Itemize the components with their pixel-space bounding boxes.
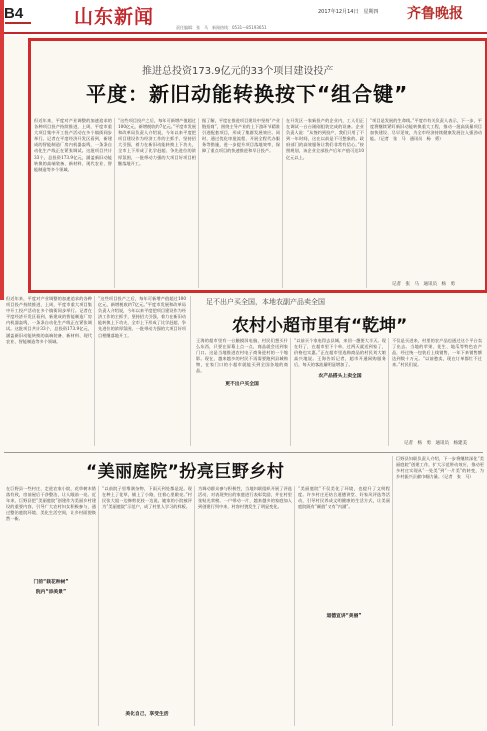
story1-headline: 平度：新旧动能转换按下“组合键” <box>86 82 409 106</box>
story3-subhead-4: 道德宣讲“美丽” <box>326 614 362 619</box>
story2-subhead-1: 更不出户买全国 <box>225 382 259 387</box>
story2-subhead-2: 农产品搭头上卖全国 <box>318 374 362 379</box>
story1-column-1: 但近年来，平度对产业调整的加速追求的各种项目投产持续推进，上周，平度市重大项目集中开工投产活动在多个镇街同步举行。记者在平度经济开发区看到，新建成的智能制造厂房内机器轰鸣，一条条自动化生产线正在紧张调试。这批项目共计33个，总投资173.9亿元，涵盖新旧动能转换的高端装备、新材料、现代农业、智能制造等多个领域。 <box>34 118 112 172</box>
story3-subhead-2: 院内“添美景” <box>35 590 67 595</box>
column-divider <box>98 486 99 726</box>
column-divider <box>290 338 291 446</box>
story2-column-1: 王海的超市里有一台触摸屏电脑，村民们想买什么东西，只要在屏幕上点一点，商品就会送到家门口。这是当地推进农村电子商务进村的一个缩影。现在，越来越多的村民不再需要跑到县城购物，在家门口的小超市就能买到全国各地的商品。 <box>196 338 288 374</box>
story3-column-3: 为调动群众参与积极性，当地妇联组织开展了评选活动，对表现突出的家庭进行表彰奖励，并在村里张贴光荣榜。一户带动一片，越来越多的家庭加入到创建行列中来，村容村貌发生了明显变化。 <box>198 486 292 510</box>
story2-column-2: “以前买个家电得去县城，来回一趟要大半天。现在好了，在超市里下个单，过两天就送到家了，价格也实惠。”正在超市里选购商品的村民刘大娘高兴地说。王海告诉记者，超市开通网购服务后，每天的客流量明显增加了。 <box>294 338 386 368</box>
story2-column-3: 不仅是买进来，村里的农产品也通过这个平台卖了出去。当地的苹果、花生、地瓜等特色农产品，经过统一包装后上线销售，一年下来销售额达到数十万元。“以前愁卖，现在订单都忙不过来。”村民们说。 <box>392 338 482 368</box>
story1-deck: 推进总投资173.9亿元的33个项目建设投产 <box>142 66 334 77</box>
left-margin-bar <box>0 0 4 300</box>
story2-headline: 农村小超市里有“乾坤” <box>232 316 408 336</box>
story1-byline: 记者 张 马 通讯员 杨 勇 <box>392 282 455 287</box>
column-divider <box>198 118 199 288</box>
column-divider <box>194 486 195 726</box>
story1-column-5: “项目是发展的生命线。”平度市有关负责人表示，下一步，平度将继续紧盯新旧动能转换重大工程，推动一批高质量项目加快建设、尽早见效，为全市经济持续健康发展注入强劲动能。（记者 张 马 通讯员 杨 勇） <box>370 118 482 142</box>
paper-logo: 齐鲁晚报 <box>407 6 463 22</box>
column-divider <box>190 296 191 446</box>
story3-column-1: 在巨野县一些村庄，走进农家小院，花草树木错落有致，房前屋后干净整洁，让人眼前一亮。近年来，巨野县把“美丽庭院”创建作为美丽乡村建设的重要内容，引导广大农村妇女积极参与，通过整治庭院环境、美化生活空间，让乡村面貌焕然一新。 <box>6 486 96 522</box>
column-divider <box>282 118 283 288</box>
column-divider <box>392 456 393 726</box>
page-number: B4 <box>4 5 24 22</box>
story1-column-3: 据了解，平度在推进项目建设中坚持“产业链招商”，围绕主导产业的上下游环节精准引进配套项目，形成了集群发展效应。同时，通过优化审批流程、开展全程代办服务等措施，进一步提升项目落地效率，保障了重点项目的快速推进和早日投产。 <box>202 118 280 154</box>
column-divider <box>114 118 115 288</box>
column-divider <box>388 338 389 446</box>
story1-continued-column-2: “这些项目投产之后，每年可新增产值超过100亿元，新增税收约7亿元。”平度市发展和改革局负责人介绍说，今年以来平度把项目建设作为经济工作的主抓手，坚持招大引强，着力在新旧动能转换上下功夫，全市上下形成了比学赶超、争先进位的浓厚氛围，一批带动力强的大项目好项目相继落地开工。 <box>98 296 186 338</box>
story1-column-2: “这些项目投产之后，每年可新增产值超过100亿元，新增税收约7亿元。”平度市发展和改革局负责人介绍说，今年以来平度把项目建设作为经济工作的主抓手，坚持招大引强，着力在新旧动能转换上下功夫，全市上下形成了比学赶超、争先进位的浓厚氛围，一批带动力强的大项目好项目相继落地开工。 <box>118 118 196 166</box>
story3-column-5: 巨野县妇联负责人介绍，下一步将继续深化“美丽庭院”创建工作，扩大示范带动效应，推动更多村庄实现从“一处美”到“一片美”的转变，为乡村振兴贡献巾帼力量。（记者 张 马） <box>396 456 484 480</box>
story2-deck: 足不出户买全国，本地农副产品卖全国 <box>206 298 325 306</box>
column-divider <box>366 118 367 288</box>
header-rule <box>0 32 487 34</box>
header-subline: 责任编辑：张 马 新闻热线：0531—85193651 <box>176 25 267 30</box>
story1-continued-column: 但近年来，平度对产业调整的加速追求的各种项目投产持续推进，上周，平度市重大项目集中开工投产活动在多个镇街同步举行。记者在平度经济开发区看到，新建成的智能制造厂房内机器轰鸣，一条条自动化生产线正在紧张调试。这批项目共计33个，总投资173.9亿元，涵盖新旧动能转换的高端装备、新材料、现代农业、智能制造等多个领域。 <box>6 296 92 344</box>
story3-subhead-1: 门前“栽花种树” <box>33 580 69 585</box>
page-header <box>0 0 487 36</box>
story-divider <box>4 452 483 453</box>
column-divider <box>294 486 295 726</box>
issue-date: 2017年12月14日 星期四 <box>318 9 379 15</box>
page-number-rule <box>5 22 31 24</box>
story2-byline: 记者 杨 勇 通讯员 杨建美 <box>404 441 467 446</box>
story3-headline: “美丽庭院”扮亮巨野乡村 <box>86 462 285 482</box>
story1-column-4: 在开发区一家新投产的企业内，工人们正在调试一台台刚刚组装完成的设备。企业负责人说：“从签约到投产，我们只用了不到一年时间，这在以前是不可想象的。政府部门的高效服务让我们非常有信心。”按照规划，该企业全部投产后年产值可达10亿元以上。 <box>286 118 364 160</box>
story3-column-4: “美丽庭院”不仅美化了环境，也提升了文明程度。许多村庄还结合道德讲堂、好家风评选等活动，引导村民养成文明健康的生活方式，让美丽庭院既有“颜值”又有“内涵”。 <box>298 486 390 510</box>
section-title: 山东新闻 <box>74 6 155 28</box>
story3-subhead-3: 美化自己，享受生活 <box>125 712 169 717</box>
column-divider <box>94 296 95 446</box>
story3-column-2: “以前院子里堆满杂物，下雨天到处都是泥。现在种上了花草，铺上了小路，住着心里敞亮。”村民张大姐一边修剪花枝一边说。她家的小院被评为“美丽庭院”示范户，成了村里人学习的样板。 <box>102 486 192 510</box>
